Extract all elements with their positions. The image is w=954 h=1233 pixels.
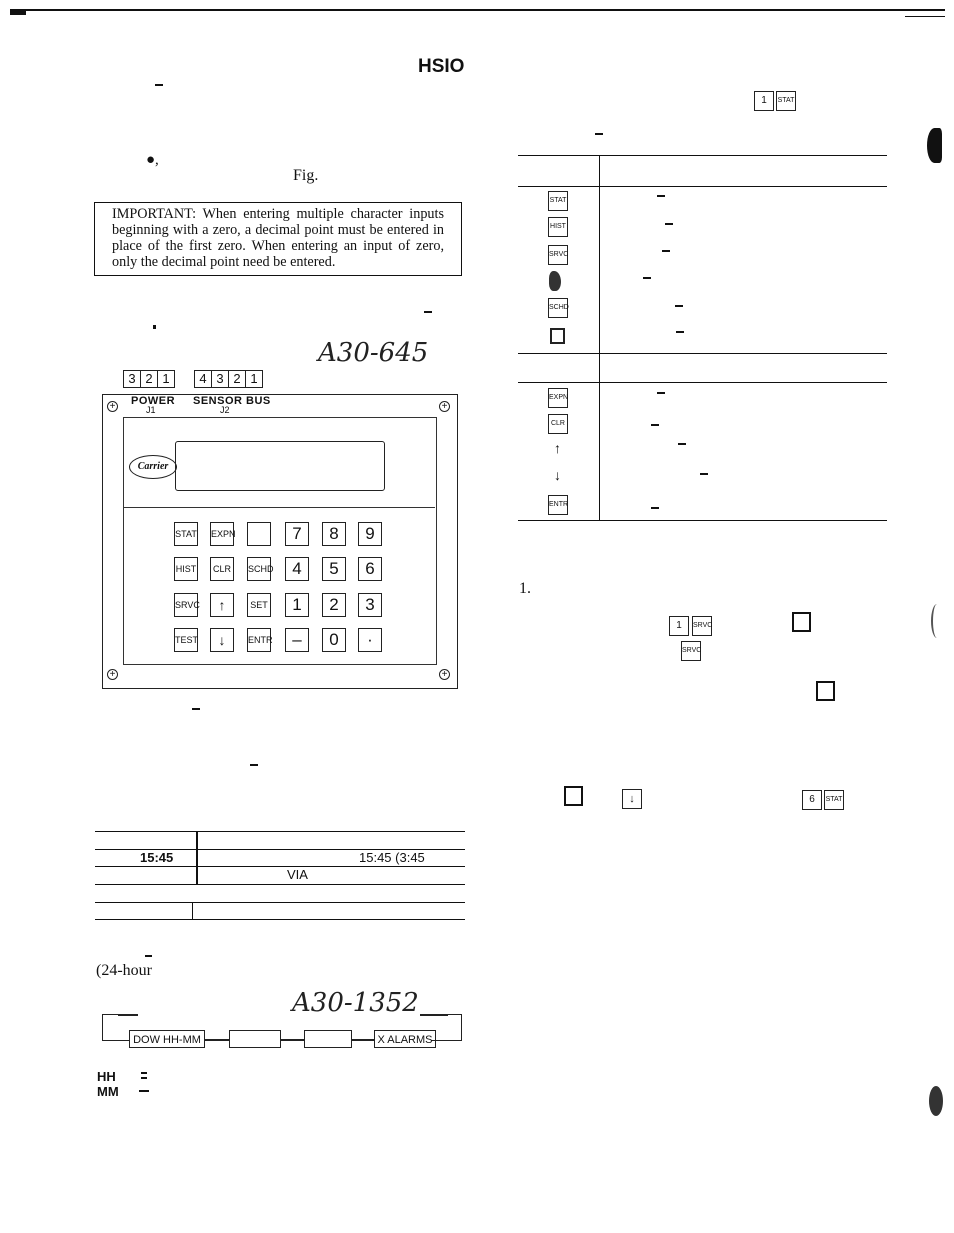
power-pin: 2 bbox=[141, 371, 158, 387]
set-key[interactable]: SET bbox=[247, 593, 271, 617]
digit-7-key[interactable]: 7 bbox=[285, 522, 309, 546]
flow-box-2 bbox=[229, 1030, 281, 1048]
dash-mark bbox=[141, 1072, 147, 1074]
dash-mark bbox=[676, 331, 684, 333]
dash-mark bbox=[155, 84, 163, 86]
example-key-stat: STAT bbox=[776, 91, 796, 111]
digit-9-key[interactable]: 9 bbox=[358, 522, 382, 546]
dot-mark bbox=[153, 325, 156, 329]
entr-key[interactable]: ENTR bbox=[247, 628, 271, 652]
dash-mark bbox=[675, 305, 683, 307]
stat-key[interactable]: STAT bbox=[174, 522, 198, 546]
dash-mark bbox=[643, 277, 651, 279]
up-arrow-key[interactable]: ↑ bbox=[210, 593, 234, 617]
flow-arrow bbox=[281, 1039, 304, 1041]
table-entr-key: ENTR bbox=[548, 495, 568, 515]
dash-mark bbox=[651, 507, 659, 509]
time-table-rule bbox=[95, 919, 465, 920]
dash-mark bbox=[651, 424, 659, 426]
table-stat-key: STAT bbox=[548, 191, 568, 211]
schd-key[interactable]: SCHD bbox=[247, 557, 271, 581]
table-set-key bbox=[550, 328, 565, 344]
digit-5-key[interactable]: 5 bbox=[322, 557, 346, 581]
time-cell: 15:45 bbox=[140, 850, 174, 865]
time-table-divider bbox=[196, 831, 198, 884]
table-srvc-key: SRVC bbox=[548, 245, 568, 265]
dash-mark bbox=[595, 133, 603, 135]
example-key-srvc: SRVC bbox=[692, 616, 712, 636]
digit-3-key[interactable]: 3 bbox=[358, 593, 382, 617]
dash-mark bbox=[424, 311, 432, 313]
brand-logo bbox=[129, 455, 177, 479]
table-test-key-icon bbox=[549, 271, 561, 291]
example-key-srvc: SRVC bbox=[681, 641, 701, 661]
example-key-stat: STAT bbox=[824, 790, 844, 810]
power-label: POWER bbox=[131, 395, 176, 407]
twenty-four-hour-text: (24-hour bbox=[96, 962, 152, 979]
power-pin: 3 bbox=[124, 371, 141, 387]
screw-bottom-right: + bbox=[439, 669, 450, 680]
sensor-pin: 3 bbox=[212, 371, 229, 387]
screw-top-right: + bbox=[439, 401, 450, 412]
flow-loop-left bbox=[102, 1014, 130, 1041]
table-expn-key: EXPN bbox=[548, 388, 568, 408]
dash-mark bbox=[657, 195, 665, 197]
flow-box-alarms: X ALARMS bbox=[374, 1030, 436, 1048]
clr-key[interactable]: CLR bbox=[210, 557, 234, 581]
key-table-rule bbox=[518, 155, 887, 156]
power-connector bbox=[123, 370, 175, 388]
blank-key[interactable] bbox=[247, 522, 271, 546]
time-cell: 15:45 (3:45 bbox=[359, 850, 425, 865]
device-divider bbox=[123, 507, 435, 508]
important-note-box bbox=[94, 202, 462, 276]
time-table-rule bbox=[95, 831, 465, 832]
sensor-bus-label: SENSOR BUS bbox=[193, 395, 271, 407]
expn-key[interactable]: EXPN bbox=[210, 522, 234, 546]
digit-2-key[interactable]: 2 bbox=[322, 593, 346, 617]
key-table-divider bbox=[599, 155, 600, 520]
header-rule-right bbox=[905, 16, 945, 17]
example-key-down: ↓ bbox=[622, 789, 642, 809]
time-table-rule bbox=[95, 884, 465, 885]
flow-arrow bbox=[420, 1014, 448, 1016]
blank-key-icon bbox=[564, 786, 583, 806]
legend-mm: MM bbox=[97, 1084, 119, 1099]
bullet-mark: ●, bbox=[146, 152, 159, 168]
header-rule bbox=[10, 9, 945, 11]
test-key[interactable]: TEST bbox=[174, 628, 198, 652]
example-key-6: 6 bbox=[802, 790, 822, 810]
dash-mark bbox=[662, 250, 670, 252]
key-table-rule bbox=[518, 186, 887, 187]
keypad-device bbox=[102, 394, 458, 689]
important-note-text: IMPORTANT: When entering multiple character inputs beginning with a zero, a decimal point must be entered in place of the first zero. When entering an input of zero, only the decimal point need be entered. bbox=[112, 206, 444, 270]
table-down-arrow: ↓ bbox=[554, 467, 561, 483]
flow-arrow bbox=[118, 1014, 138, 1016]
sensor-pin: 2 bbox=[229, 371, 246, 387]
sensor-connector bbox=[194, 370, 263, 388]
example-key-1: 1 bbox=[754, 91, 774, 111]
margin-blot bbox=[929, 1086, 943, 1116]
flow-box-dow: DOW HH-MM bbox=[129, 1030, 205, 1048]
flow-arrow bbox=[352, 1039, 374, 1041]
photo-label-1: A30-645 bbox=[318, 338, 429, 368]
time-table-rule bbox=[95, 902, 465, 903]
time-table-rule bbox=[95, 866, 465, 867]
key-table-rule bbox=[518, 520, 887, 521]
dash-mark bbox=[141, 1077, 147, 1079]
sensor-pin: 1 bbox=[250, 371, 258, 386]
dash-mark bbox=[139, 1090, 149, 1092]
flow-arrow bbox=[205, 1039, 229, 1041]
digit-1-key[interactable]: 1 bbox=[285, 593, 309, 617]
dash-mark bbox=[250, 764, 258, 766]
digit-0-key[interactable]: 0 bbox=[322, 628, 346, 652]
decimal-key[interactable]: · bbox=[358, 628, 382, 652]
legend-hh: HH bbox=[97, 1069, 116, 1084]
table-up-arrow: ↑ bbox=[554, 440, 561, 456]
margin-blot bbox=[927, 128, 942, 163]
step-number: 1. bbox=[519, 580, 531, 597]
table-hist-key: HIST bbox=[548, 217, 568, 237]
brand-logo-text: Carrier bbox=[137, 461, 169, 472]
digit-8-key[interactable]: 8 bbox=[322, 522, 346, 546]
fig-reference: Fig. bbox=[293, 167, 319, 184]
dash-mark bbox=[657, 392, 665, 394]
time-table-divider bbox=[192, 902, 193, 919]
power-pin: 1 bbox=[162, 371, 170, 386]
sensor-pin: 4 bbox=[195, 371, 212, 387]
margin-blot bbox=[931, 604, 943, 638]
dash-mark bbox=[678, 443, 686, 445]
digit-4-key[interactable]: 4 bbox=[285, 557, 309, 581]
dash-mark bbox=[145, 955, 152, 957]
flow-box-3 bbox=[304, 1030, 352, 1048]
dash-mark bbox=[192, 708, 200, 710]
time-cell: VIA bbox=[287, 867, 308, 882]
srvc-key[interactable]: SRVC bbox=[174, 593, 198, 617]
table-schd-key: SCHD bbox=[548, 298, 568, 318]
example-key-1: 1 bbox=[669, 616, 689, 636]
hist-key[interactable]: HIST bbox=[174, 557, 198, 581]
minus-key[interactable]: – bbox=[285, 628, 309, 652]
screw-bottom-left: + bbox=[107, 669, 118, 680]
sensor-sub-label: J2 bbox=[220, 405, 230, 415]
dash-mark bbox=[700, 473, 708, 475]
lcd-display bbox=[175, 441, 385, 491]
table-clr-key: CLR bbox=[548, 414, 568, 434]
screw-top-left: + bbox=[107, 401, 118, 412]
key-table-rule bbox=[518, 353, 887, 354]
photo-label-2: A30-1352 bbox=[292, 988, 419, 1018]
key-table-rule bbox=[518, 382, 887, 383]
digit-6-key[interactable]: 6 bbox=[358, 557, 382, 581]
blank-key-icon bbox=[816, 681, 835, 701]
blank-key-icon bbox=[792, 612, 811, 632]
down-arrow-key[interactable]: ↓ bbox=[210, 628, 234, 652]
page-title: HSIO bbox=[418, 56, 465, 77]
power-sub-label: J1 bbox=[146, 405, 156, 415]
dash-mark bbox=[665, 223, 673, 225]
